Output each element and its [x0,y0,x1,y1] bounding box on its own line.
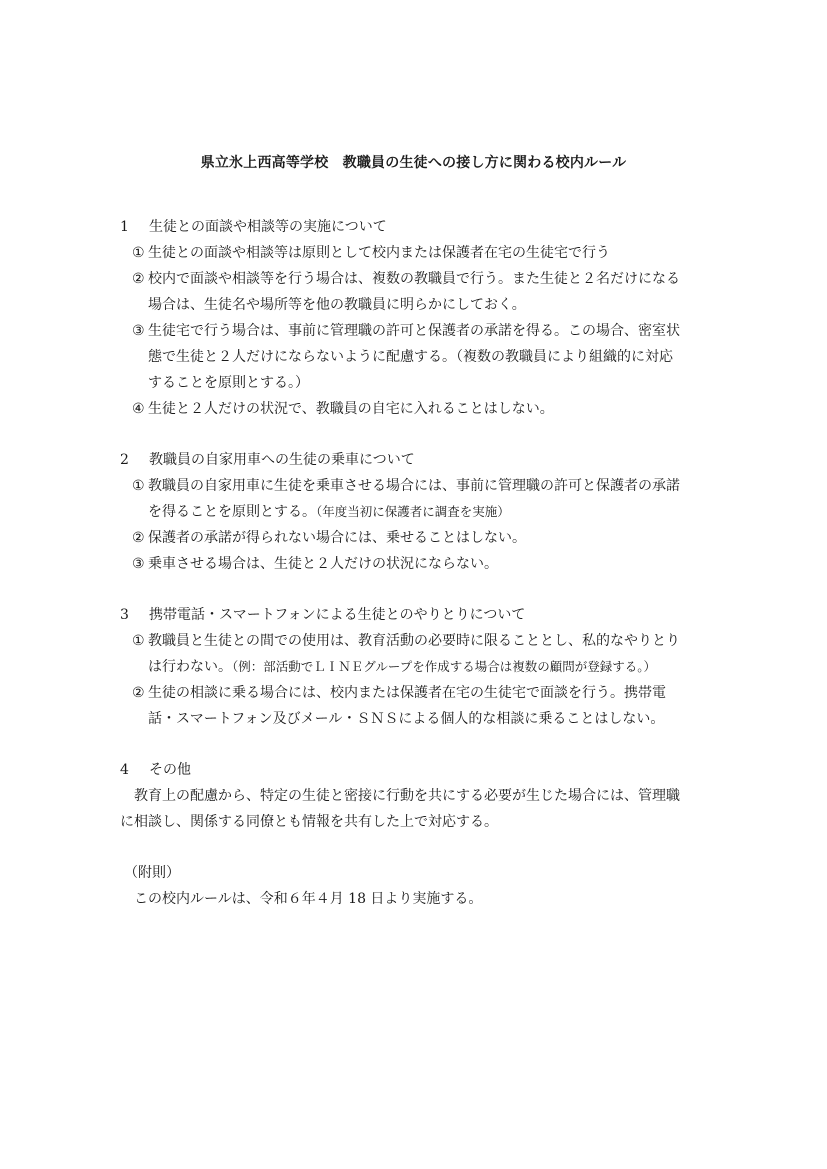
section-number: 2 [120,452,129,468]
item-text: 校内で面談や相談等を行う場合は、複数の教職員で行う。また生徒と２名だけになる [148,271,680,287]
section-number: 1 [120,219,129,235]
paragraph-line: 教育上の配慮から、特定の生徒と密接に行動を共にする必要が生じた場合には、管理職 [134,788,680,804]
list-item [120,551,710,577]
section-2 [120,447,710,577]
item-text: 態で生徒と２人だけにならないように配慮する。（複数の教職員により組織的に対応 [148,349,673,365]
list-item [120,473,710,525]
item-mark: ② [132,530,145,546]
section-4 [120,757,710,835]
item-text: 生徒と２人だけの状況で、教職員の自宅に入れることはしない。 [148,401,554,417]
item-text: 生徒の相談に乗る場合には、校内または保護者在宅の生徒宅で面談を行う。携帯電 [148,685,666,701]
paragraph [120,783,710,835]
item-note: （例：部活動でＬＩＮＥグループを作成する場合は複数の顧問が登録する。） [232,659,657,674]
supplement-text: この校内ルールは、令和６年４月 18 日より実施する。 [134,891,483,907]
supplement-heading: （附則） [124,865,180,881]
item-text: 保護者の承諾が得られない場合には、乗せることはしない。 [148,530,526,546]
paragraph-line: に相談し、関係する同僚とも情報を共有した上で対応する。 [120,814,498,830]
item-text: 生徒宅で行う場合は、事前に管理職の許可と保護者の承諾を得る。この場合、密室状 [148,323,680,339]
item-mark: ③ [132,556,145,572]
item-text: 教職員の自家用車に生徒を乗車させる場合には、事前に管理職の許可と保護者の承諾 [148,478,680,494]
document-body [120,214,710,937]
supplementary-provision [120,860,710,912]
item-text: 話・スマートフォン及びメール・ＳＮＳによる個人的な相談に乗ることはしない。 [148,711,665,727]
item-text: 生徒との面談や相談等は原則として校内または保護者在宅の生徒宅で行う [148,245,610,261]
item-mark: ① [132,633,145,649]
item-text: を得ることを原則とする。 [148,504,316,520]
item-mark: ④ [132,401,145,417]
section-number: 3 [120,607,129,623]
section-heading [120,447,710,473]
section-3 [120,602,710,732]
list-item [120,266,710,318]
section-title: 教職員の自家用車への生徒の乗車について [149,452,415,468]
item-note: （年度当初に保護者に調査を実施） [316,504,510,519]
section-number: 4 [120,762,129,778]
section-1 [120,214,710,422]
list-item [120,396,710,422]
item-mark: ① [132,245,145,261]
section-heading [120,214,710,240]
item-mark: ③ [132,323,145,339]
list-item [120,680,710,732]
item-text: 場合は、生徒名や場所等を他の教職員に明らかにしておく。 [148,297,526,313]
item-mark: ② [132,685,145,701]
item-text: することを原則とする。） [148,375,309,391]
list-item [120,525,710,551]
item-mark: ① [132,478,145,494]
section-heading [120,757,710,783]
list-item [120,240,710,266]
item-mark: ② [132,271,145,287]
item-text: は行わない。 [148,659,232,675]
section-heading [120,602,710,628]
section-title: 携帯電話・スマートフォンによる生徒とのやりとりについて [149,607,526,623]
item-text: 乗車させる場合は、生徒と２人だけの状況にならない。 [148,556,498,572]
list-item [120,628,710,680]
section-title: その他 [149,762,191,778]
list-item [120,318,710,396]
document-title: 県立氷上西高等学校 教職員の生徒への接し方に関わる校内ルール [200,155,627,171]
item-text: 教職員と生徒との間での使用は、教育活動の必要時に限ることとし、私的なやりとり [148,633,680,649]
section-title: 生徒との面談や相談等の実施について [149,219,387,235]
